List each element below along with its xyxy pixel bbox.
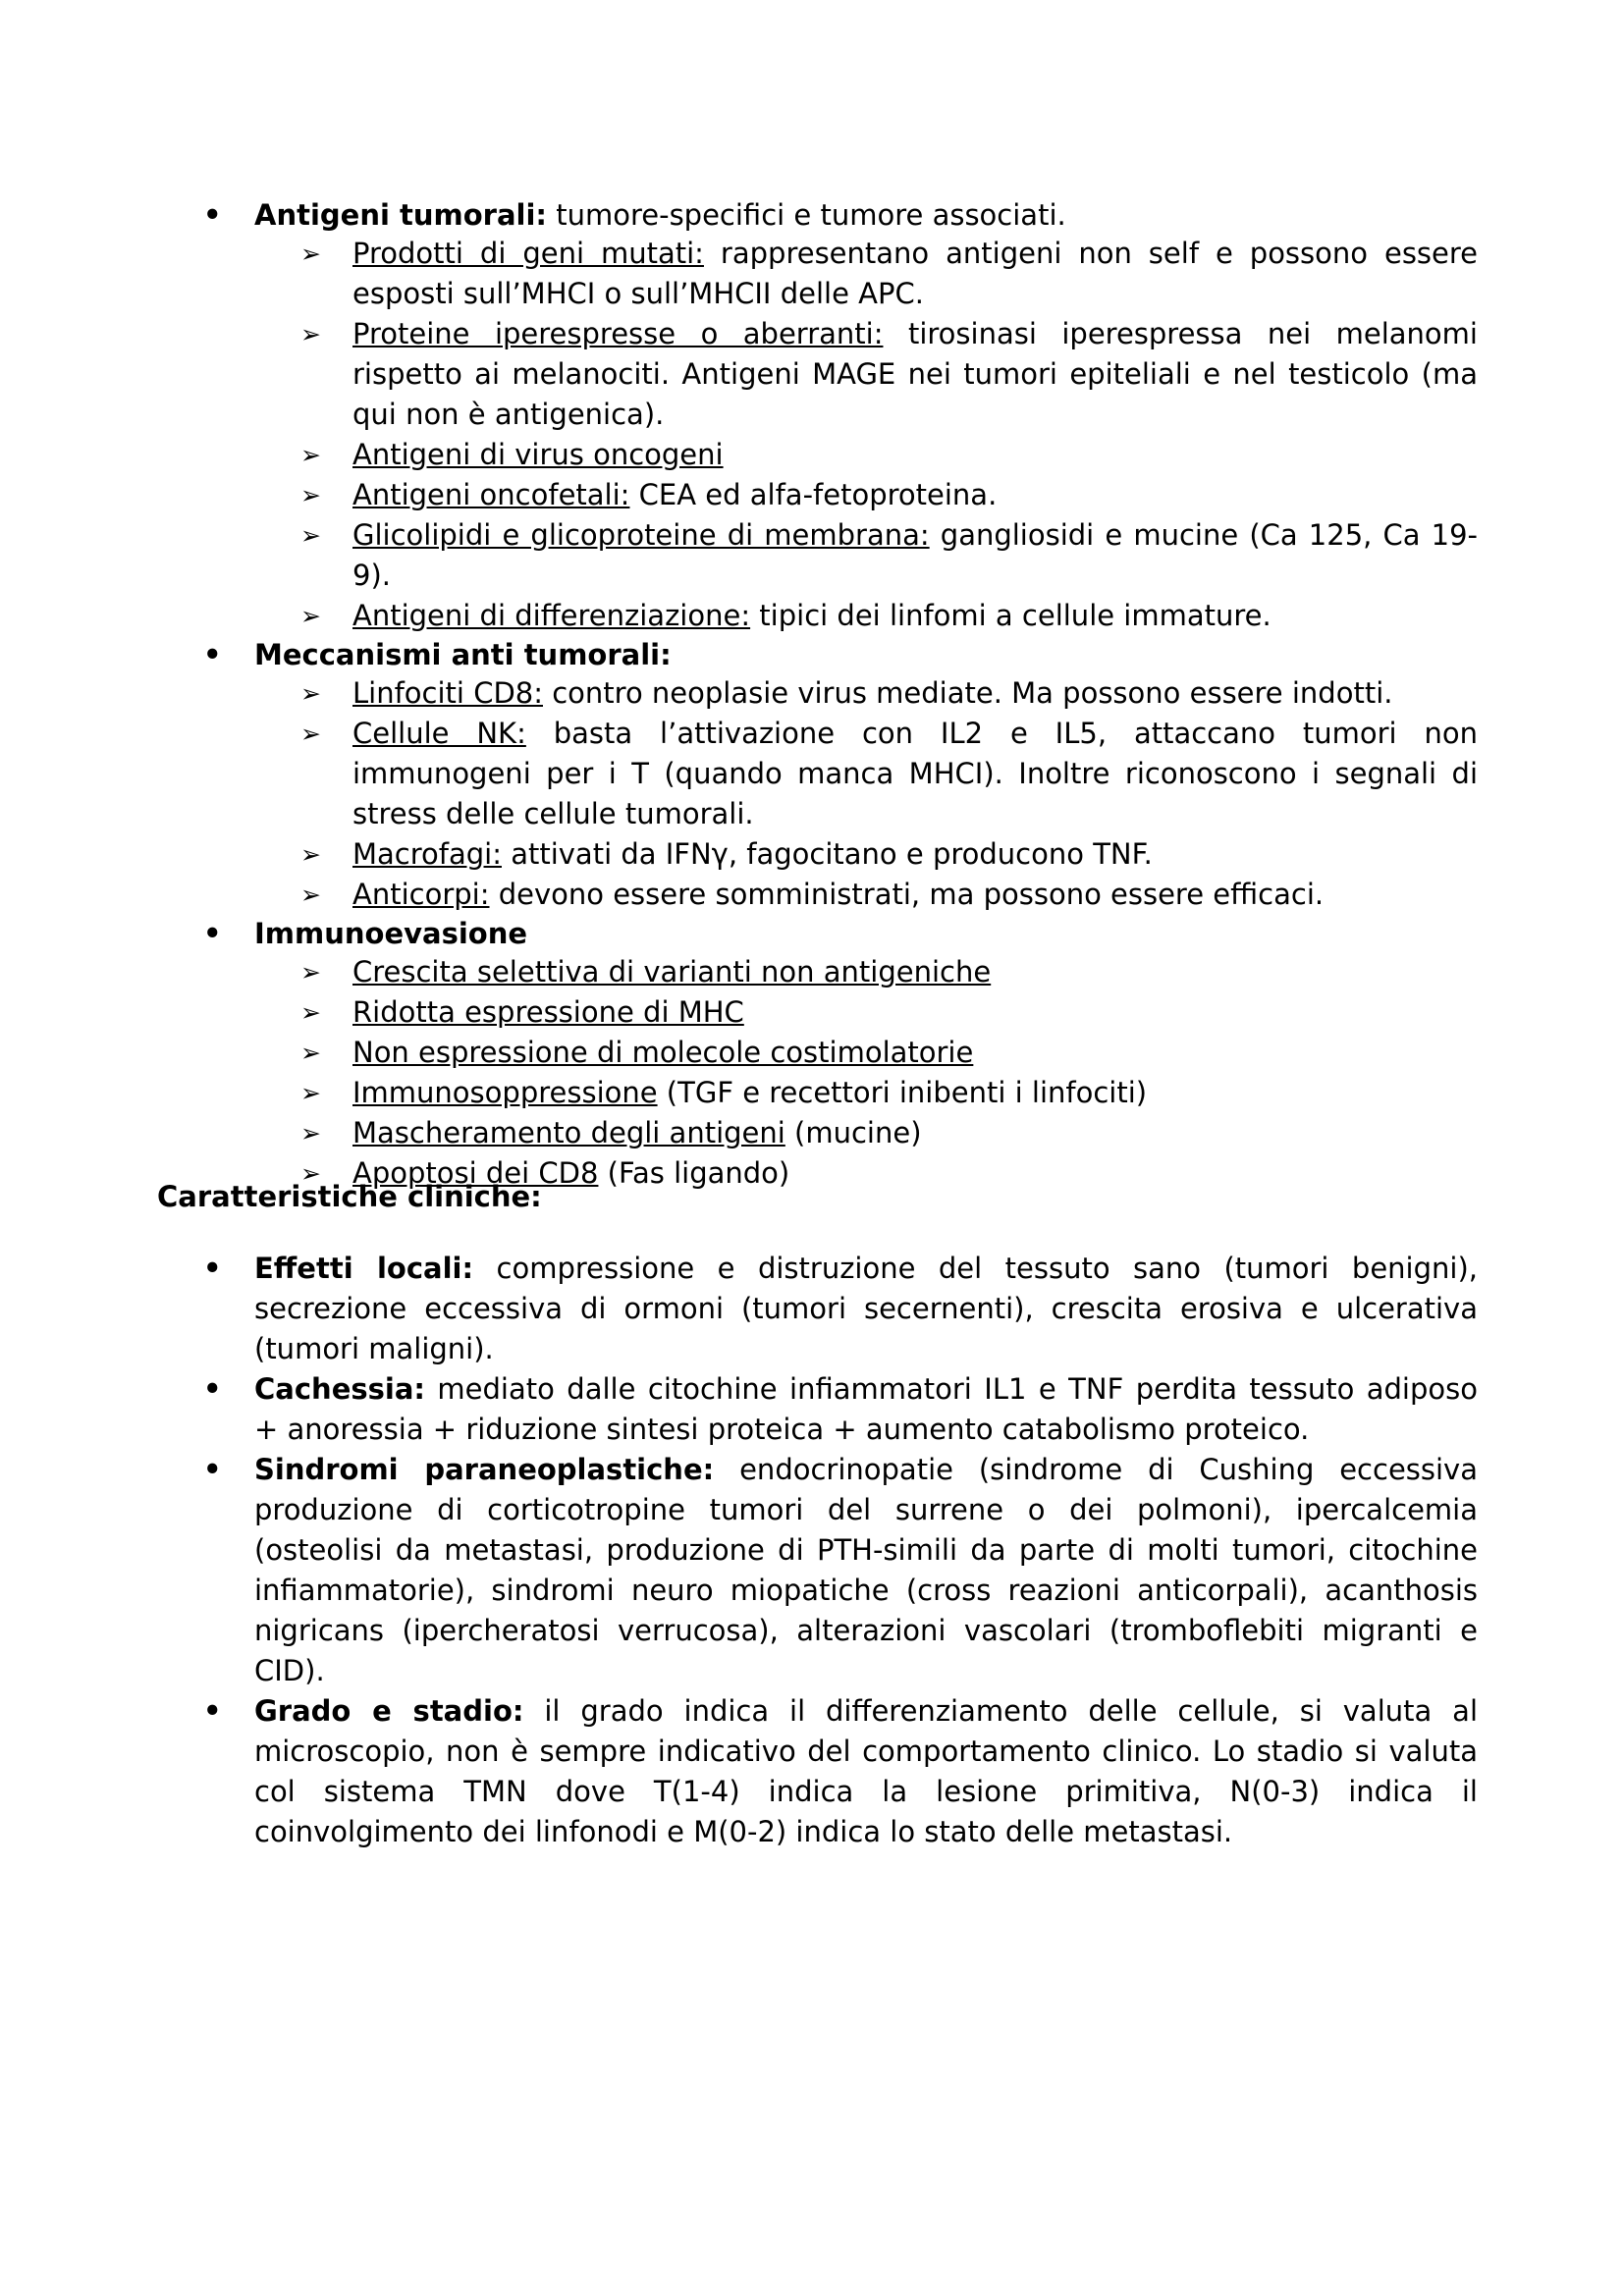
sub-item-text: (TGF e recettori inibenti i linfociti) — [657, 1076, 1148, 1109]
arrow-bullet-icon: ➢ — [300, 679, 321, 708]
sub-item-term: Proteine iperespresse o aberranti: — [352, 317, 884, 350]
sub-item-term: Glicolipidi e glicoproteine di membrana: — [352, 518, 930, 552]
sub-item-term: Ridotta espressione di MHC — [352, 995, 744, 1029]
clinical-item-text: endocrinopatie (sindrome di Cushing eccessiva produzione di corticotropine tumori del surrene o dei polmoni), ipercalcemia (osteolisi da metastasi, produzione di PTH-simili da parte di molti tumori, citochine infiammatorie), sindromi neuro miopatiche (cross reazioni anticorpali), acanthosis nigricans (ipercheratosi verrucosa), alterazioni vascolari (tromboflebiti migranti e CID). — [254, 1453, 1478, 1687]
sub-item — [0, 596, 1478, 636]
bullet-antigeni-tumorali — [0, 196, 1478, 234]
clinical-item-label: Cachessia: — [254, 1372, 425, 1406]
clinical-features-section — [0, 1249, 1623, 1852]
clinical-item — [0, 1450, 1478, 1691]
sub-item-term: Non espressione di molecole costimolatorie — [352, 1036, 974, 1069]
sub-item — [0, 714, 1478, 834]
sub-item-term: Antigeni oncofetali: — [352, 478, 630, 511]
bullet-icon: • — [203, 198, 222, 232]
arrow-bullet-icon: ➢ — [300, 521, 321, 550]
bullet-icon: • — [203, 1252, 222, 1285]
sub-item-text: gangliosidi e mucine (Ca 125, Ca 19-9). — [352, 518, 1479, 592]
sub-item-text: rappresentano antigeni non self e possono essere esposti sull’MHCI o sull’MHCII delle APC. — [352, 237, 1479, 310]
sub-item — [0, 1113, 1478, 1153]
bullet-label: Antigeni tumorali: — [254, 198, 548, 232]
clinical-item — [0, 1691, 1478, 1852]
bullet-label: Immunoevasione — [254, 917, 528, 950]
clinical-item-text: compressione e distruzione del tessuto sano (tumori benigni), secrezione eccessiva di ormoni (tumori secernenti), crescita erosiva e ulcerativa (tumori maligni). — [254, 1252, 1478, 1365]
arrow-bullet-icon: ➢ — [300, 1039, 321, 1067]
sub-item — [0, 875, 1478, 915]
sub-item — [0, 515, 1478, 596]
arrow-bullet-icon: ➢ — [300, 602, 321, 630]
clinical-item-label: Grado e stadio: — [254, 1694, 524, 1728]
sub-item — [0, 234, 1478, 314]
arrow-bullet-icon: ➢ — [300, 720, 321, 748]
sub-item — [0, 1033, 1478, 1073]
sub-item-text: attivati da IFNγ, fagocitano e producono TNF. — [501, 837, 1153, 871]
sub-item — [0, 435, 1478, 475]
sub-item — [0, 475, 1478, 515]
sub-item-text: (Fas ligando) — [598, 1156, 790, 1190]
sub-item-term: Cellule NK: — [352, 717, 526, 750]
arrow-bullet-icon: ➢ — [300, 998, 321, 1027]
arrow-bullet-icon: ➢ — [300, 441, 321, 469]
sub-item-term: Linfociti CD8: — [352, 676, 543, 710]
sub-item-text: tipici dei linfomi a cellule immature. — [750, 599, 1271, 632]
sub-item-term: Antigeni di differenziazione: — [352, 599, 751, 632]
section-heading: Caratteristiche cliniche: — [157, 1180, 542, 1213]
bullet-icon: • — [203, 1453, 222, 1486]
bullet-immunoevasione — [0, 915, 1478, 952]
bullet-icon: • — [203, 1694, 222, 1728]
arrow-bullet-icon: ➢ — [300, 881, 321, 909]
sub-item-text: contro neoplasie virus mediate. Ma possono essere indotti. — [543, 676, 1393, 710]
sub-item-text: CEA ed alfa-fetoproteina. — [629, 478, 998, 511]
clinical-item — [0, 1369, 1478, 1450]
bullet-icon: • — [203, 1372, 222, 1406]
sub-item — [0, 834, 1478, 875]
sub-item-text: tirosinasi iperespressa nei melanomi rispetto ai melanociti. Antigeni MAGE nei tumori epiteliali e nel testicolo (ma qui non è antigenica). — [352, 317, 1478, 431]
sub-item-term: Immunosoppressione — [352, 1076, 658, 1109]
arrow-bullet-icon: ➢ — [300, 320, 321, 348]
bullet-meccanismi-anti-tumorali — [0, 636, 1478, 673]
bullet-icon: • — [203, 917, 222, 950]
clinical-item-label: Effetti locali: — [254, 1252, 474, 1285]
sub-item — [0, 992, 1478, 1033]
arrow-bullet-icon: ➢ — [300, 1119, 321, 1148]
bullet-text: tumore-specifici e tumore associati. — [547, 198, 1066, 232]
sub-item-term: Antigeni di virus oncogeni — [352, 438, 724, 471]
bullet-label: Meccanismi anti tumorali: — [254, 638, 672, 671]
sub-item — [0, 952, 1478, 992]
sub-item-term: Crescita selettiva di varianti non antigeniche — [352, 955, 992, 988]
sub-item-term: Mascheramento degli antigeni — [352, 1116, 785, 1149]
sub-item-term: Macrofagi: — [352, 837, 502, 871]
sub-item-term: Anticorpi: — [352, 878, 490, 911]
arrow-bullet-icon: ➢ — [300, 240, 321, 268]
tumor-immunology-section — [0, 196, 1623, 1194]
clinical-item — [0, 1249, 1478, 1369]
arrow-bullet-icon: ➢ — [300, 1159, 321, 1188]
clinical-item-text: il grado indica il differenziamento delle cellule, si valuta al microscopio, non è sempre indicativo del comportamento clinico. Lo stadio si valuta col sistema TMN dove T(1-4) indica la lesione primitiva, N(0-3) indica il coinvolgimento dei linfonodi e M(0-2) indica lo stato delle metastasi. — [254, 1694, 1478, 1848]
arrow-bullet-icon: ➢ — [300, 958, 321, 987]
sub-item — [0, 1073, 1478, 1113]
arrow-bullet-icon: ➢ — [300, 1079, 321, 1107]
sub-item-text: (mucine) — [784, 1116, 922, 1149]
sub-item-term: Prodotti di geni mutati: — [352, 237, 704, 270]
arrow-bullet-icon: ➢ — [300, 481, 321, 509]
sub-item-term: Apoptosi dei CD8 — [352, 1156, 599, 1190]
sub-item-text: basta l’attivazione con IL2 e IL5, attaccano tumori non immunogeni per i T (quando manca MHCI). Inoltre riconoscono i segnali di stress delle cellule tumorali. — [352, 717, 1479, 830]
sub-item-text: devono essere somministrati, ma possono essere efficaci. — [489, 878, 1325, 911]
sub-item — [0, 314, 1478, 435]
arrow-bullet-icon: ➢ — [300, 840, 321, 869]
sub-item — [0, 673, 1478, 714]
clinical-item-text: mediato dalle citochine infiammatori IL1 e TNF perdita tessuto adiposo + anoressia + riduzione sintesi proteica + aumento catabolismo proteico. — [254, 1372, 1478, 1446]
clinical-item-label: Sindromi paraneoplastiche: — [254, 1453, 715, 1486]
bullet-icon: • — [203, 638, 222, 671]
